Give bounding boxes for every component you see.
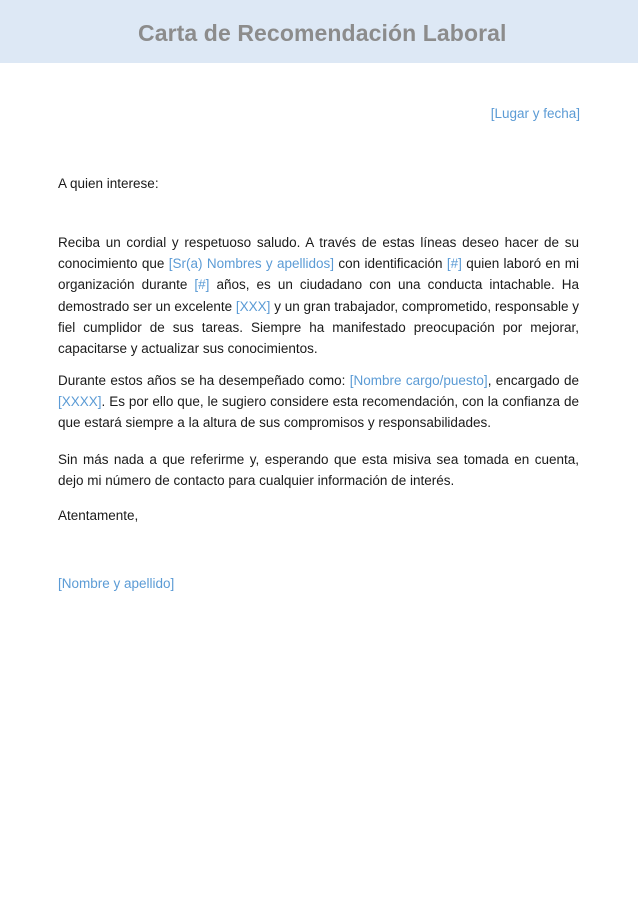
- paragraph-text: años, es un ciudadano con una conducta intachable. Ha demostrado ser un excelente: [58, 277, 580, 314]
- role-placeholder: [XXX]: [235, 298, 271, 314]
- closing: Atentamente,: [58, 508, 139, 523]
- paragraph-text: , encargado de: [487, 373, 579, 388]
- paragraph-text: y un gran trabajador, comprometido, responsable y fiel cumplidor de sus tareas. Siempre ha manifestado preocupación por mejorar, capacitarse y actualizar sus conocimientos.: [58, 298, 579, 357]
- place-date-placeholder: [Lugar y fecha]: [490, 106, 580, 121]
- document-title: Carta de Recomendación Laboral: [138, 20, 507, 46]
- paragraph-text: Reciba un cordial y respetuoso saludo. A través de estas líneas deseo hacer de su conocimiento que: [58, 235, 579, 272]
- paragraph-text: . Es por ello que, le sugiero considere esta recomendación, con la confianza de que estará siempre a la altura de sus compromisos y responsabilidades.: [58, 394, 579, 431]
- paragraph-position: [58, 370, 579, 434]
- id-number-placeholder: [#]: [446, 256, 462, 272]
- signature-placeholder: [Nombre y apellido]: [58, 576, 175, 591]
- paragraph-text: quien laboró en mi organización durante: [58, 256, 579, 293]
- paragraph-text: con identificación: [334, 256, 447, 272]
- name-placeholder: [Sr(a) Nombres y apellidos]: [168, 256, 335, 272]
- job-title-placeholder: [Nombre cargo/puesto]: [349, 373, 488, 388]
- paragraph-introduction: [58, 232, 579, 359]
- paragraph-contact: Sin más nada a que referirme y, esperando que esta misiva sea tomada en cuenta, dejo mi número de contacto para cualquier información de interés.: [58, 452, 579, 489]
- salutation: A quien interese:: [58, 176, 159, 191]
- header-band: [0, 0, 638, 63]
- responsibility-placeholder: [XXXX]: [58, 394, 102, 410]
- years-placeholder: [#]: [194, 277, 210, 293]
- paragraph-text: Durante estos años se ha desempeñado como:: [58, 373, 350, 388]
